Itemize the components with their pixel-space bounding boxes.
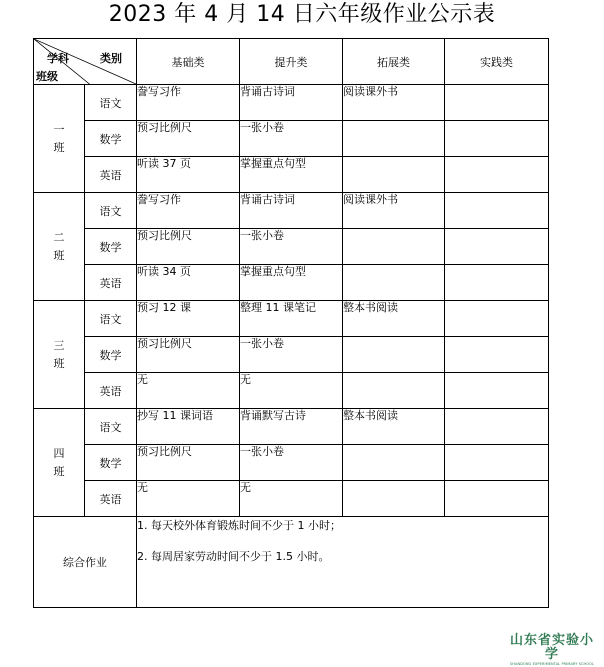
subject-cell: 英语 <box>85 265 137 301</box>
class-name-cell <box>34 409 85 517</box>
header-row <box>34 39 549 85</box>
improve-task-cell: 背诵默写古诗 <box>240 409 343 445</box>
practice-task-cell <box>445 409 549 445</box>
column-header-basic: 基础类 <box>137 39 240 85</box>
basic-task-cell: 预习比例尺 <box>137 121 240 157</box>
basic-task-cell: 预习比例尺 <box>137 229 240 265</box>
basic-task-cell: 听读 37 页 <box>137 157 240 193</box>
overall-items-cell <box>137 517 549 608</box>
improve-task-cell: 掌握重点句型 <box>240 157 343 193</box>
class-name-line2: 班 <box>53 356 65 370</box>
extend-task-cell <box>343 157 445 193</box>
class-name-line2: 班 <box>53 248 65 262</box>
extend-task-cell: 整本书阅读 <box>343 409 445 445</box>
class-name-line1: 四 <box>53 446 65 460</box>
table-row <box>34 373 549 409</box>
subject-cell: 数学 <box>85 121 137 157</box>
basic-task-cell: 听读 34 页 <box>137 265 240 301</box>
practice-task-cell <box>445 157 549 193</box>
table-row <box>34 229 549 265</box>
subject-cell: 语文 <box>85 193 137 229</box>
practice-task-cell <box>445 481 549 517</box>
column-header-improve: 提升类 <box>240 39 343 85</box>
practice-task-cell <box>445 337 549 373</box>
column-header-practice: 实践类 <box>445 39 549 85</box>
improve-task-cell: 背诵古诗词 <box>240 193 343 229</box>
improve-task-cell: 一张小卷 <box>240 337 343 373</box>
table-row <box>34 409 549 445</box>
basic-task-cell: 预习 12 课 <box>137 301 240 337</box>
class-name-cell <box>34 85 85 193</box>
class-name-line1: 二 <box>53 230 65 244</box>
class-name-line2: 班 <box>53 464 65 478</box>
table-row <box>34 121 549 157</box>
improve-task-cell: 背诵古诗词 <box>240 85 343 121</box>
practice-task-cell <box>445 265 549 301</box>
overall-item: 1. 每天校外体育锻炼时间不少于 1 小时； <box>137 519 341 532</box>
overall-item: 2. 每周居家劳动时间不少于 1.5 小时。 <box>137 550 330 563</box>
practice-task-cell <box>445 301 549 337</box>
practice-task-cell <box>445 121 549 157</box>
extend-task-cell: 阅读课外书 <box>343 85 445 121</box>
header-category-label: 类别 <box>100 52 122 65</box>
practice-task-cell <box>445 445 549 481</box>
improve-task-cell: 无 <box>240 373 343 409</box>
basic-task-cell: 无 <box>137 373 240 409</box>
basic-task-cell: 预习比例尺 <box>137 445 240 481</box>
subject-cell: 英语 <box>85 157 137 193</box>
class-name-cell <box>34 193 85 301</box>
basic-task-cell: 无 <box>137 481 240 517</box>
school-logo-name: 山东省实验小学 <box>509 633 594 662</box>
subject-cell: 英语 <box>85 373 137 409</box>
table-row <box>34 193 549 229</box>
column-header-extend: 拓展类 <box>343 39 445 85</box>
school-logo-english: SHANDONG EXPERIMENTAL PRIMARY SCHOOL <box>509 662 595 666</box>
extend-task-cell <box>343 373 445 409</box>
table-row <box>34 445 549 481</box>
basic-task-cell: 誊写习作 <box>137 193 240 229</box>
homework-table <box>33 38 549 608</box>
practice-task-cell <box>445 85 549 121</box>
school-logo <box>506 633 598 666</box>
improve-task-cell: 整理 11 课笔记 <box>240 301 343 337</box>
class-name-line1: 三 <box>53 338 65 352</box>
basic-task-cell: 誊写习作 <box>137 85 240 121</box>
subject-cell: 数学 <box>85 337 137 373</box>
extend-task-cell <box>343 337 445 373</box>
table-row <box>34 301 549 337</box>
overall-label: 综合作业 <box>34 517 137 608</box>
extend-task-cell <box>343 229 445 265</box>
practice-task-cell <box>445 229 549 265</box>
table-row <box>34 157 549 193</box>
header-class-label: 班级 <box>36 70 58 83</box>
subject-cell: 语文 <box>85 301 137 337</box>
table-row <box>34 85 549 121</box>
subject-cell: 数学 <box>85 229 137 265</box>
subject-cell: 语文 <box>85 85 137 121</box>
practice-task-cell <box>445 373 549 409</box>
practice-task-cell <box>445 193 549 229</box>
class-name-line1: 一 <box>53 122 65 136</box>
extend-task-cell <box>343 445 445 481</box>
extend-task-cell: 整本书阅读 <box>343 301 445 337</box>
basic-task-cell: 抄写 11 课词语 <box>137 409 240 445</box>
subject-cell: 语文 <box>85 409 137 445</box>
improve-task-cell: 掌握重点句型 <box>240 265 343 301</box>
table-row <box>34 337 549 373</box>
diagonal-header-cell <box>34 39 137 85</box>
table-row <box>34 481 549 517</box>
improve-task-cell: 一张小卷 <box>240 445 343 481</box>
improve-task-cell: 无 <box>240 481 343 517</box>
table-row <box>34 265 549 301</box>
class-name-cell <box>34 301 85 409</box>
extend-task-cell <box>343 265 445 301</box>
page-title: 2023 年 4 月 14 日六年级作业公示表 <box>108 2 496 27</box>
header-subject-label: 学科 <box>47 52 69 65</box>
basic-task-cell: 预习比例尺 <box>137 337 240 373</box>
extend-task-cell <box>343 121 445 157</box>
overall-row <box>34 517 549 608</box>
improve-task-cell: 一张小卷 <box>240 121 343 157</box>
extend-task-cell <box>343 481 445 517</box>
class-name-line2: 班 <box>53 140 65 154</box>
subject-cell: 数学 <box>85 445 137 481</box>
subject-cell: 英语 <box>85 481 137 517</box>
improve-task-cell: 一张小卷 <box>240 229 343 265</box>
extend-task-cell: 阅读课外书 <box>343 193 445 229</box>
